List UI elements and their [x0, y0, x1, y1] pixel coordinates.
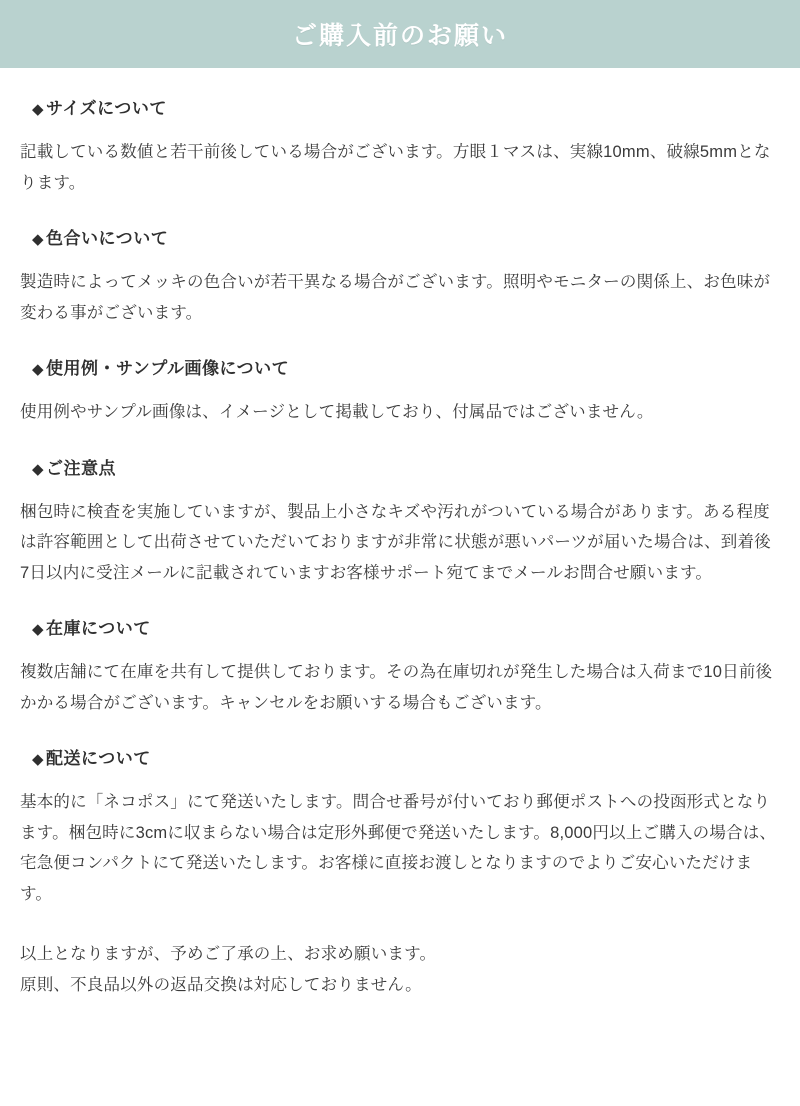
- section-caution-body: 梱包時に検査を実施していますが、製品上小さなキズや汚れがついている場合があります。ある程度は許容範囲として出荷させていただいておりますが非常に状態が悪いパーツが届いた場合は、到着後7日以内に受注メールに記載されていますお客様サポート宛てまでメールお問合せ願います。: [20, 502, 771, 582]
- section-stock-heading-text: 在庫について: [46, 619, 151, 639]
- notice-content: [0, 94, 800, 1012]
- closing-note-line2: 原則、不良品以外の返品交換は対応しておりません。: [20, 975, 422, 994]
- closing-note: [20, 939, 780, 1000]
- section-caution: [20, 454, 780, 589]
- section-size-heading: [32, 94, 780, 119]
- section-color: [20, 224, 780, 328]
- closing-note-line1: 以上となりますが、予めご了承の上、お求め願います。: [20, 945, 437, 964]
- section-stock: [20, 614, 780, 718]
- section-color-body: 製造時によってメッキの色合いが若干異なる場合がございます。照明やモニターの関係上、お色味が変わる事がございます。: [20, 273, 771, 322]
- section-caution-heading-text: ご注意点: [46, 458, 117, 478]
- diamond-icon: ◆: [32, 460, 45, 478]
- section-sample-image-heading: [32, 354, 780, 379]
- section-sample-image-heading-text: 使用例・サンプル画像について: [46, 359, 290, 379]
- diamond-icon: ◆: [32, 621, 45, 639]
- section-sample-image: [20, 354, 780, 428]
- diamond-icon: ◆: [32, 361, 45, 379]
- section-size: [20, 94, 780, 198]
- section-shipping-heading-text: 配送について: [46, 749, 151, 769]
- section-stock-body: 複数店舗にて在庫を共有して提供しております。その為在庫切れが発生した場合は入荷まで10日前後かかる場合がございます。キャンセルをお願いする場合もございます。: [20, 663, 773, 712]
- section-shipping: [20, 744, 780, 909]
- section-caution-heading: [32, 454, 780, 479]
- section-color-heading: [32, 224, 780, 249]
- page-title: ご購入前のお願い: [291, 22, 508, 50]
- section-size-heading-text: サイズについて: [46, 99, 167, 118]
- diamond-icon: ◆: [32, 751, 45, 769]
- section-stock-heading: [32, 614, 780, 639]
- section-shipping-body: 基本的に「ネコポス」にて発送いたします。問合せ番号が付いており郵便ポストへの投函形式となります。梱包時に3cmに収まらない場合は定形外郵便で発送いたします。8,000円以上ご購入の場合は、宅急便コンパクトにて発送いたします。お客様に直接お渡しとなりますのでよりご安心いただけます。: [20, 793, 777, 903]
- page-banner: [0, 0, 800, 68]
- section-sample-image-body: 使用例やサンプル画像は、イメージとして掲載しており、付属品ではございません。: [20, 403, 654, 422]
- section-shipping-heading: [32, 744, 780, 769]
- diamond-icon: ◆: [32, 231, 45, 249]
- section-size-body: 記載している数値と若干前後している場合がございます。方眼１マスは、実線10mm、破線5mmとなります。: [20, 143, 771, 192]
- diamond-icon: ◆: [32, 101, 45, 118]
- section-color-heading-text: 色合いについて: [46, 229, 169, 249]
